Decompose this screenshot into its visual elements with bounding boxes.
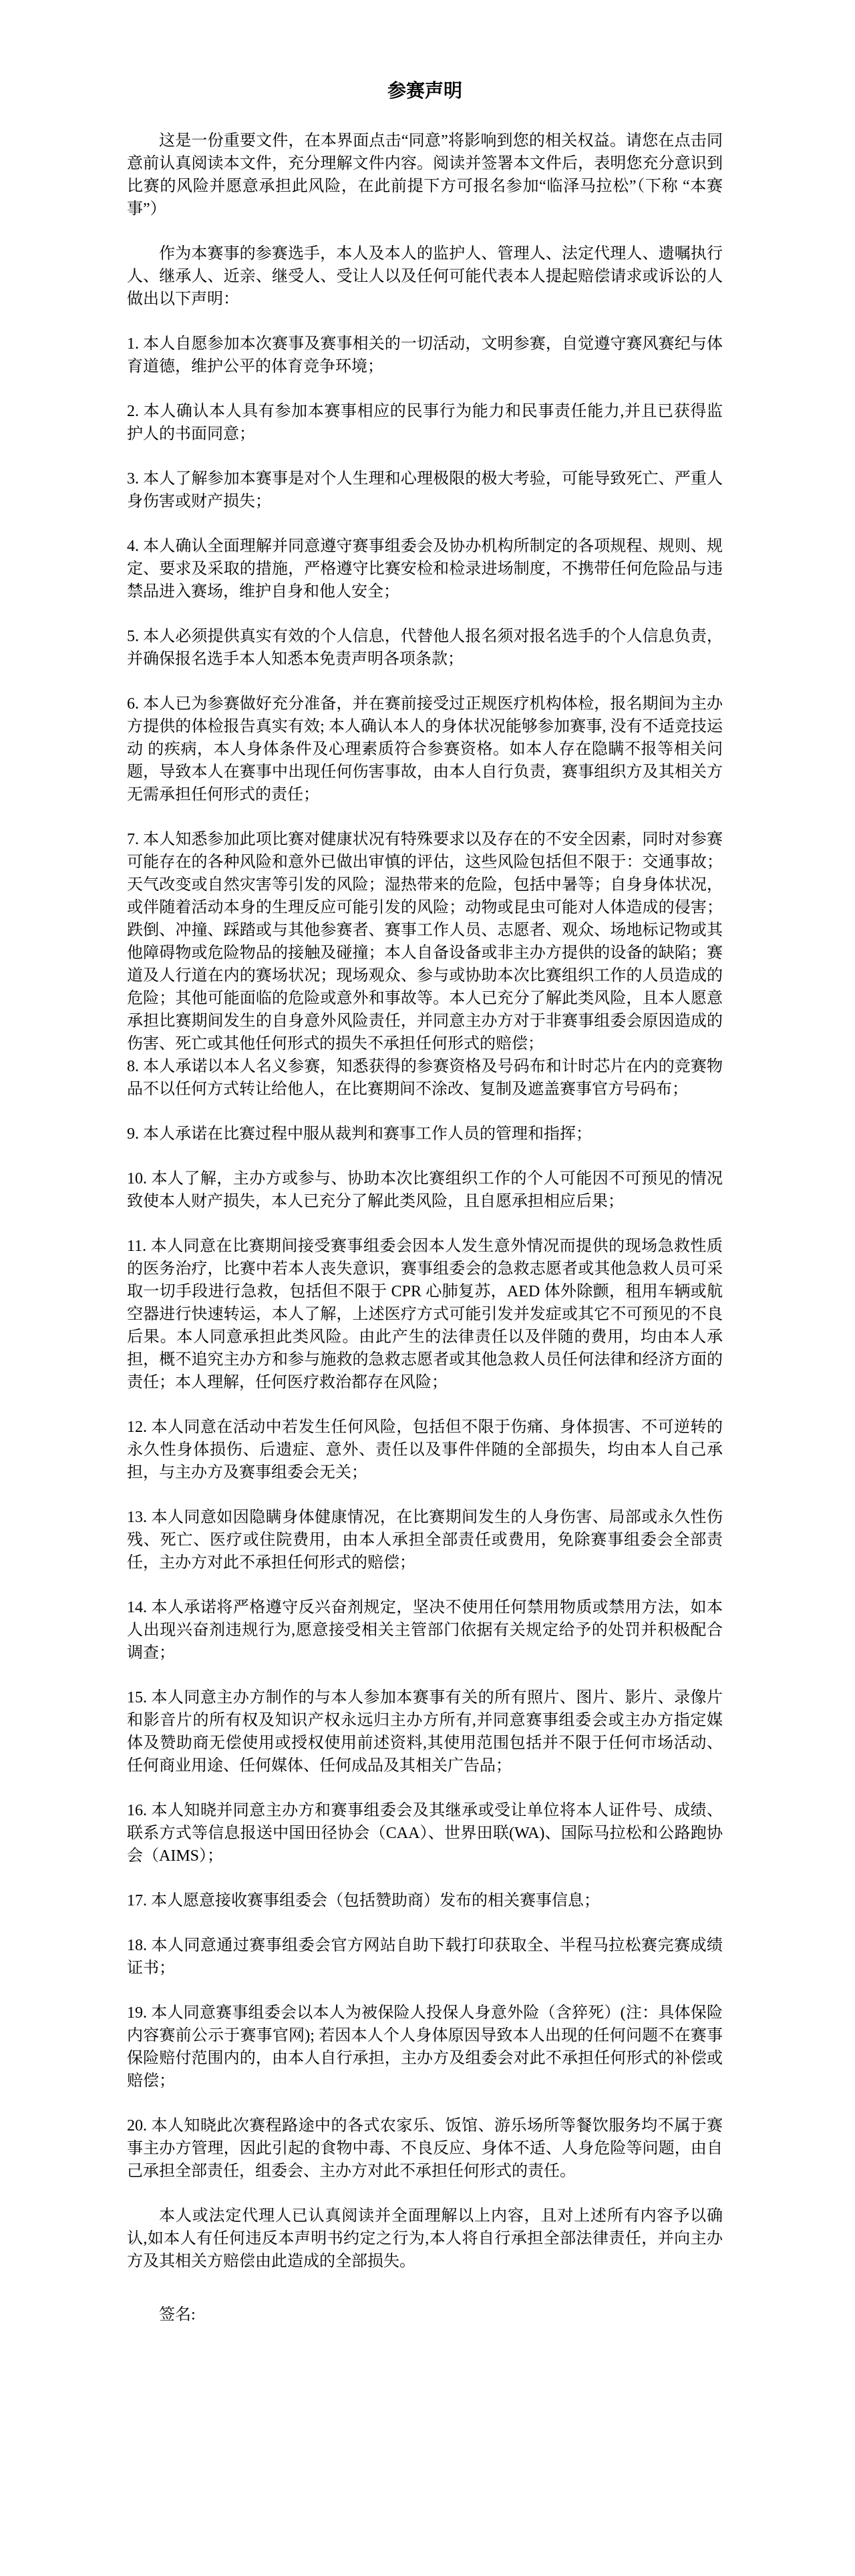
signature-label: 签名: <box>159 2306 196 2324</box>
intro-paragraph-2: 作为本赛事的参赛选手，本人及本人的监护人、管理人、法定代理人、遗嘱执行人、继承人、近亲、继受人、受让人以及任何可能代表本人提起赔偿请求或诉讼的人做出以下声明： <box>127 245 723 308</box>
declaration-item-5: 5. 本人必须提供真实有效的个人信息，代替他人报名须对报名选手的个人信息负责，并确保报名选手本人知悉本免责声明各项条款； <box>127 628 723 668</box>
page-title: 参赛声明 <box>387 80 462 101</box>
declaration-item-6: 6. 本人已为参赛做好充分准备，并在赛前接受过正规医疗机构体检，报名期间为主办方提供的体检报告真实有效; 本人确认本人的身体状况能够参加赛事, 没有不适竞技运动 的疾病，本人身体条件及心理素质符合参赛资格。如本人存在隐瞒不报等相关问题，导致本人在赛事中出现任何伤害事故，由本人自行负责，赛事组织方及其相关方无需承担任何形式的责任； <box>127 695 723 803</box>
declaration-item-4: 4. 本人确认全面理解并同意遵守赛事组委会及协办机构所制定的各项规程、规则、规定、要求及采取的措施，严格遵守比赛安检和检录进场制度，不携带任何危险品与违禁品进入赛场，维护自身和他人安全； <box>127 538 723 600</box>
declaration-item-8: 8. 本人承诺以本人名义参赛，知悉获得的参赛资格及号码布和计时芯片在内的竞赛物品不以任何方式转让给他人，在比赛期间不涂改、复制及遮盖赛事官方号码布； <box>127 1058 723 1098</box>
declaration-item-13: 13. 本人同意如因隐瞒身体健康情况，在比赛期间发生的人身伤害、局部或永久性伤残、死亡、医疗或住院费用，由本人承担全部责任或费用，免除赛事组委会全部责任，主办方对此不承担任何形式的赔偿； <box>127 1509 723 1572</box>
declaration-item-14: 14. 本人承诺将严格遵守反兴奋剂规定，坚决不使用任何禁用物质或禁用方法，如本人出现兴奋剂违规行为,愿意接受相关主管部门依据有关规定给予的处罚并积极配合调查； <box>127 1599 723 1662</box>
declaration-item-1: 1. 本人自愿参加本次赛事及赛事相关的一切活动，文明参赛，自觉遵守赛风赛纪与体育道德，维护公平的体育竞争环境； <box>127 335 723 375</box>
declaration-item-11: 11. 本人同意在比赛期间接受赛事组委会因本人发生意外情况而提供的现场急救性质的医务治疗，比赛中若本人丧失意识，赛事组委会的急救志愿者或其他急救人员可采取一切手段进行急救，包括但不限于 CPR 心肺复苏，AED 体外除颤，租用车辆或航空器进行快速转运，本人了解，上述医疗方式可能引发并发症或其它不可预见的不良后果。本人同意承担此类风险。由此产生的法律责任以及伴随的费用，均由本人承担，概不追究主办方和参与施救的急救志愿者或其他急救人员任何法律和经济方面的责任；本人理解，任何医疗救治都存在风险； <box>127 1238 723 1391</box>
declaration-item-10: 10. 本人了解，主办方或参与、协助本次比赛组织工作的个人可能因不可预见的情况致使本人财产损失，本人已充分了解此类风险，且自愿承担相应后果； <box>127 1170 723 1210</box>
declaration-item-2: 2. 本人确认本人具有参加本赛事相应的民事行为能力和民事责任能力,并且已获得监护人的书面同意； <box>127 403 723 443</box>
declaration-item-20: 20. 本人知晓此次赛程路途中的各式农家乐、饭馆、游乐场所等餐饮服务均不属于赛事主办方管理，因此引起的食物中毒、不良反应、身体不适、人身危险等问题，由自己承担全部责任，组委会、主办方对此不承担任何形式的责任。 <box>127 2117 723 2180</box>
declaration-item-16: 16. 本人知晓并同意主办方和赛事组委会及其继承或受让单位将本人证件号、成绩、联系方式等信息报送中国田径协会（CAA）、世界田联(WA)、国际马拉松和公路跑协会（AIMS）； <box>127 1802 723 1865</box>
declaration-item-17: 17. 本人愿意接收赛事组委会（包括赞助商）发布的相关赛事信息； <box>127 1892 600 1909</box>
declaration-item-3: 3. 本人了解参加本赛事是对个人生理和心理极限的极大考验，可能导致死亡、严重人身伤害或财产损失； <box>127 470 723 510</box>
declaration-item-15: 15. 本人同意主办方制作的与本人参加本赛事有关的所有照片、图片、影片、录像片和影音片的所有权及知识产权永远归主办方所有,并同意赛事组委会或主办方指定媒体及赞助商无偿使用或授权使用前述资料,其使用范围包括并不限于任何市场活动、任何商业用途、任何媒体、任何成品及其相关广告品； <box>127 1689 723 1775</box>
declaration-item-7: 7. 本人知悉参加此项比赛对健康状况有特殊要求以及存在的不安全因素，同时对参赛可能存在的各种风险和意外已做出审慎的评估，这些风险包括但不限于：交通事故；天气改变或自然灾害等引发的风险；湿热带来的危险，包括中暑等；自身身体状况，或伴随着活动本身的生理反应可能引发的风险；动物或昆虫可能对人体造成的侵害；跌倒、冲撞、踩踏或与其他参赛者、赛事工作人员、志愿者、观众、场地标记物或其他障碍物或危险物品的接触及碰撞；本人自备设备或非主办方提供的设备的缺陷；赛道及人行道在内的赛场状况；现场观众、参与或协助本次比赛组织工作的人员造成的危险；其他可能面临的危险或意外和事故等。本人已充分了解此类风险，且本人愿意承担比赛期间发生的自身意外风险责任，并同意主办方对于非赛事组委会原因造成的伤害、死亡或其他任何形式的损失不承担任何形式的赔偿； <box>127 831 723 1053</box>
intro-paragraph-1: 这是一份重要文件，在本界面点击“同意”将影响到您的相关权益。请您在点击同意前认真阅读本文件，充分理解文件内容。阅读并签署本文件后，表明您充分意识到比赛的风险并愿意承担此风险，在此前提下方可报名参加“临泽马拉松”（下称 “本赛事”） <box>127 132 723 218</box>
declaration-item-19: 19. 本人同意赛事组委会以本人为被保险人投保人身意外险（含猝死）(注：具体保险内容赛前公示于赛事官网); 若因本人个人身体原因导致本人出现的任何问题不在赛事保险赔付范围内的，由本人自行承担，主办方及组委会对此不承担任何形式的补偿或赔偿； <box>127 2004 723 2090</box>
document-content <box>127 0 723 2326</box>
declaration-item-18: 18. 本人同意通过赛事组委会官方网站自助下载打印获取全、半程马拉松赛完赛成绩证书； <box>127 1937 723 1977</box>
closing-paragraph: 本人或法定代理人已认真阅读并全面理解以上内容，且对上述所有内容予以确认,如本人有任何违反本声明书约定之行为,本人将自行承担全部法律责任，并向主办方及其相关方赔偿由此造成的全部损失。 <box>127 2207 723 2270</box>
declaration-item-12: 12. 本人同意在活动中若发生任何风险，包括但不限于伤痛、身体损害、不可逆转的永久性身体损伤、后遗症、意外、责任以及事件伴随的全部损失，均由本人自己承担，与主办方及赛事组委会无关； <box>127 1419 723 1481</box>
declaration-item-9: 9. 本人承诺在比赛过程中服从裁判和赛事工作人员的管理和指挥； <box>127 1125 592 1143</box>
